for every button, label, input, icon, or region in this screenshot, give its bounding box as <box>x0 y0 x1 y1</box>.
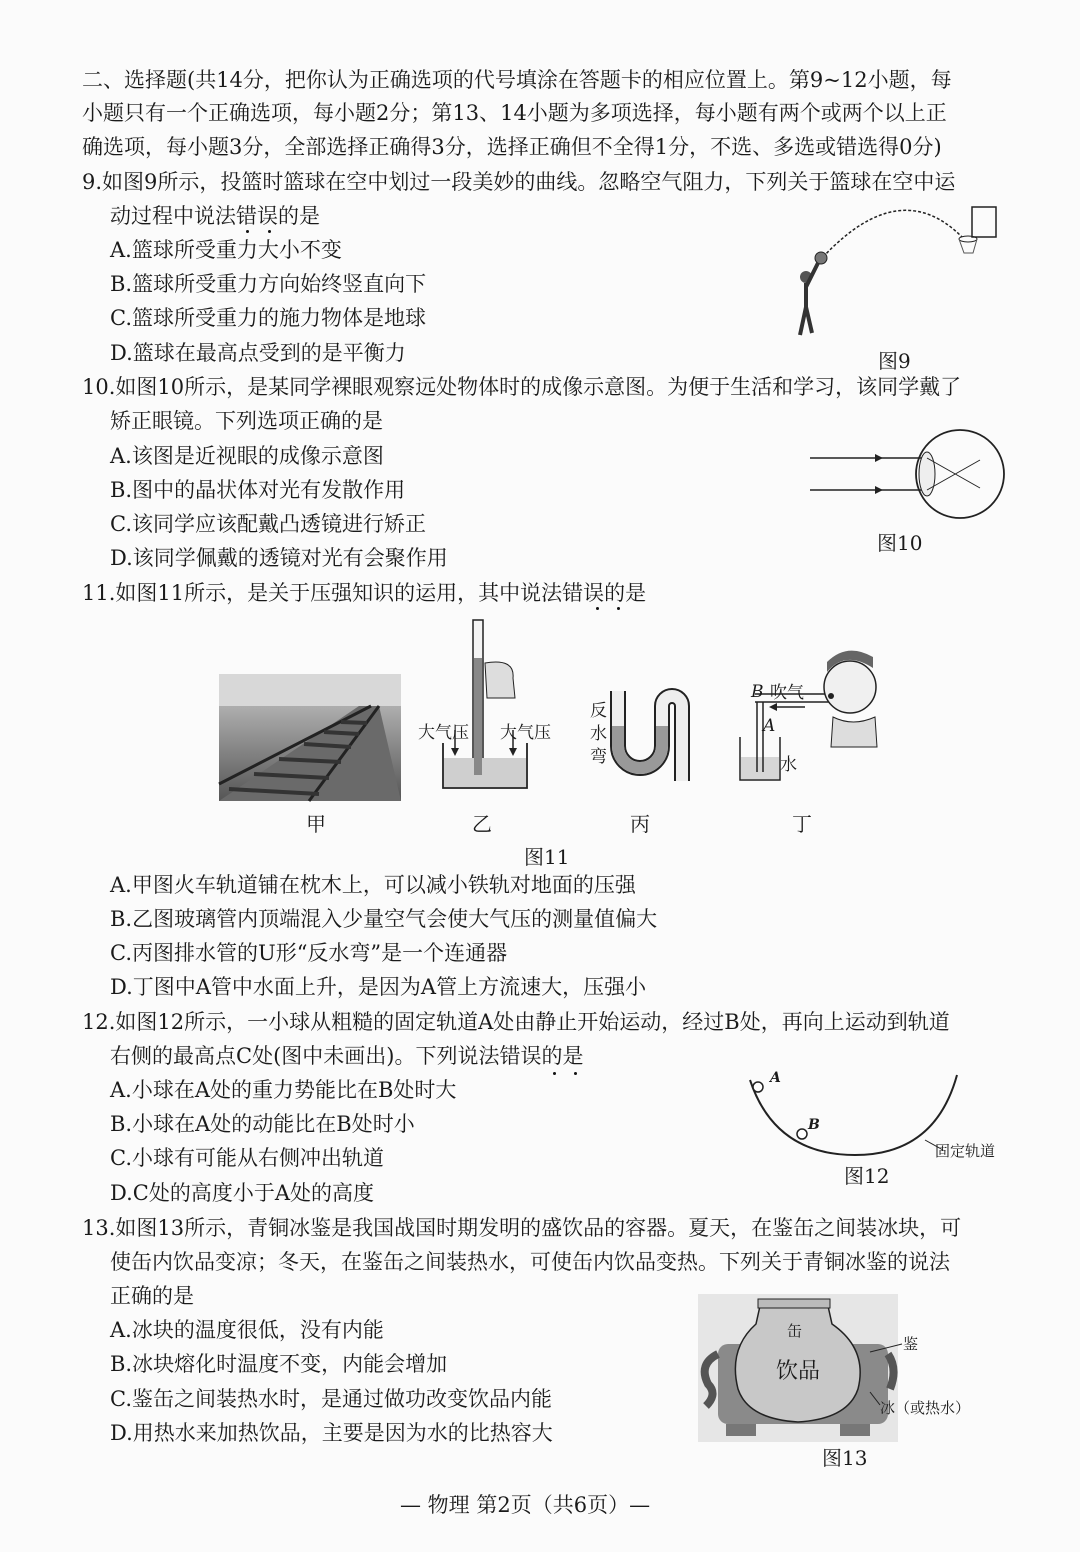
q9-option-a: A.篮球所受重力大小不变 <box>110 238 342 262</box>
point-b-label: B <box>808 1117 820 1133</box>
emphasis-dot <box>553 1072 556 1075</box>
figure-11-torricelli-diagram <box>415 618 555 803</box>
q11-option-c: C.丙图排水管的U形“反水弯”是一个连通器 <box>110 941 508 965</box>
emphasis-dot <box>596 607 599 610</box>
figure-10-eye-diagram <box>805 430 1015 525</box>
q10-option-b: B.图中的晶状体对光有发散作用 <box>110 478 406 502</box>
q12-option-a: A.小球在A处的重力势能比在B处时大 <box>110 1078 457 1102</box>
q9-stem-line-1: 9.如图9所示，投篮时篮球在空中划过一段美妙的曲线。忽略空气阻力，下列关于篮球在空中运 <box>82 170 956 194</box>
drink-label: 饮品 <box>776 1359 821 1384</box>
page-footer: — 物理 第2页（共6页）— <box>400 1493 651 1517</box>
atm-pressure-right-label: 大气压 <box>500 723 551 743</box>
q13-stem-line-2: 使缶内饮品变凉；冬天，在鉴缶之间装热水，可使缶内饮品变热。下列关于青铜冰鉴的说法 <box>110 1250 950 1274</box>
emphasis-dot <box>617 607 620 610</box>
q13-option-c: C.鉴缶之间装热水时，是通过做功改变饮品内能 <box>110 1387 552 1411</box>
figure-12-caption: 图12 <box>844 1164 890 1188</box>
emphasis-dot <box>246 230 249 233</box>
section-header-line-3: 确选项，每小题3分，全部选择正确得3分，选择正确但不全得1分，不选、多选或错选得0分) <box>82 135 942 159</box>
q10-option-d: D.该同学佩戴的透镜对光有会聚作用 <box>110 546 448 570</box>
q13-stem-line-3: 正确的是 <box>110 1284 194 1308</box>
q11-option-d: D.丁图中A管中水面上升，是因为A管上方流速大，压强小 <box>110 975 647 999</box>
figure-13-caption: 图13 <box>822 1446 868 1470</box>
jian-label: 鉴 <box>903 1335 919 1353</box>
trap-label-char-2: 水 <box>590 724 607 744</box>
fixed-track-label: 固定轨道 <box>935 1142 996 1160</box>
trap-label-char-1: 反 <box>590 701 607 721</box>
q13-stem-line-1: 13.如图13所示，青铜冰鉴是我国战国时期发明的盛饮品的容器。夏天，在鉴缶之间装冰块，可 <box>82 1216 962 1240</box>
section-header-line-1: 二、选择题(共14分，把你认为正确选项的代号填涂在答题卡的相应位置上。第9~12小题，每 <box>82 68 952 92</box>
emphasis-dot <box>574 1072 577 1075</box>
sub-figure-bing-label: 丙 <box>630 812 650 836</box>
sub-figure-jia-label: 甲 <box>306 812 326 836</box>
section-header-line-2: 小题只有一个正确选项，每小题2分；第13、14小题为多项选择，每小题有两个或两个以上正 <box>82 101 947 125</box>
tube-a-label: A <box>763 716 776 736</box>
fou-label: 缶 <box>787 1322 803 1340</box>
q13-option-b: B.冰块熔化时温度不变，内能会增加 <box>110 1352 448 1376</box>
sub-figure-ding-label: 丁 <box>792 812 812 836</box>
q13-option-a: A.冰块的温度很低，没有内能 <box>110 1318 384 1342</box>
q10-stem-line-2: 矫正眼镜。下列选项正确的是 <box>110 409 383 433</box>
q9-option-b: B.篮球所受重力方向始终竖直向下 <box>110 272 427 296</box>
figure-9-basketball-diagram <box>790 195 1010 345</box>
q10-stem-line-1: 10.如图10所示，是某同学裸眼观察远处物体时的成像示意图。为便于生活和学习，该同学戴了 <box>82 375 962 399</box>
q12-stem-line-1: 12.如图12所示，一小球从粗糙的固定轨道A处由静止开始运动，经过B处，再向上运动到轨道 <box>82 1010 950 1034</box>
figure-11-u-trap-diagram <box>608 686 688 786</box>
figure-11-rail-track-photo <box>219 674 401 801</box>
q11-option-a: A.甲图火车轨道铺在枕木上，可以减小铁轨对地面的压强 <box>110 873 636 897</box>
q12-option-b: B.小球在A处的动能比在B处时小 <box>110 1112 415 1136</box>
blow-air-label: 吹气 <box>770 683 804 703</box>
sub-figure-yi-label: 乙 <box>472 812 492 836</box>
figure-11-blowing-tube-diagram <box>735 632 880 782</box>
figure-13-leader-lines <box>870 1340 930 1410</box>
q12-option-c: C.小球有可能从右侧冲出轨道 <box>110 1146 384 1170</box>
tube-b-label: B <box>751 682 764 702</box>
emphasis-dot <box>268 230 271 233</box>
figure-10-caption: 图10 <box>877 531 923 555</box>
figure-11-caption: 图11 <box>524 845 570 869</box>
figure-9-caption: 图9 <box>878 349 911 373</box>
q10-option-a: A.该图是近视眼的成像示意图 <box>110 444 384 468</box>
q11-stem-line-1: 11.如图11所示，是关于压强知识的运用，其中说法错误的是 <box>82 581 647 605</box>
q10-option-c: C.该同学应该配戴凸透镜进行矫正 <box>110 512 426 536</box>
ice-hot-water-label: 冰（或热水） <box>880 1399 971 1417</box>
trap-label-char-3: 弯 <box>590 747 607 767</box>
q9-option-d: D.篮球在最高点受到的是平衡力 <box>110 341 406 365</box>
q12-option-d: D.C处的高度小于A处的高度 <box>110 1181 374 1205</box>
point-a-label: A <box>770 1070 781 1086</box>
q9-stem-line-2: 动过程中说法错误的是 <box>110 204 320 228</box>
q11-option-b: B.乙图玻璃管内顶端混入少量空气会使大气压的测量值偏大 <box>110 907 658 931</box>
water-label: 水 <box>780 755 797 775</box>
q12-stem-line-2: 右侧的最高点C处(图中未画出)。下列说法错误的是 <box>110 1044 584 1068</box>
q9-option-c: C.篮球所受重力的施力物体是地球 <box>110 306 426 330</box>
atm-pressure-left-label: 大气压 <box>418 723 469 743</box>
q13-option-d: D.用热水来加热饮品，主要是因为水的比热容大 <box>110 1421 553 1445</box>
